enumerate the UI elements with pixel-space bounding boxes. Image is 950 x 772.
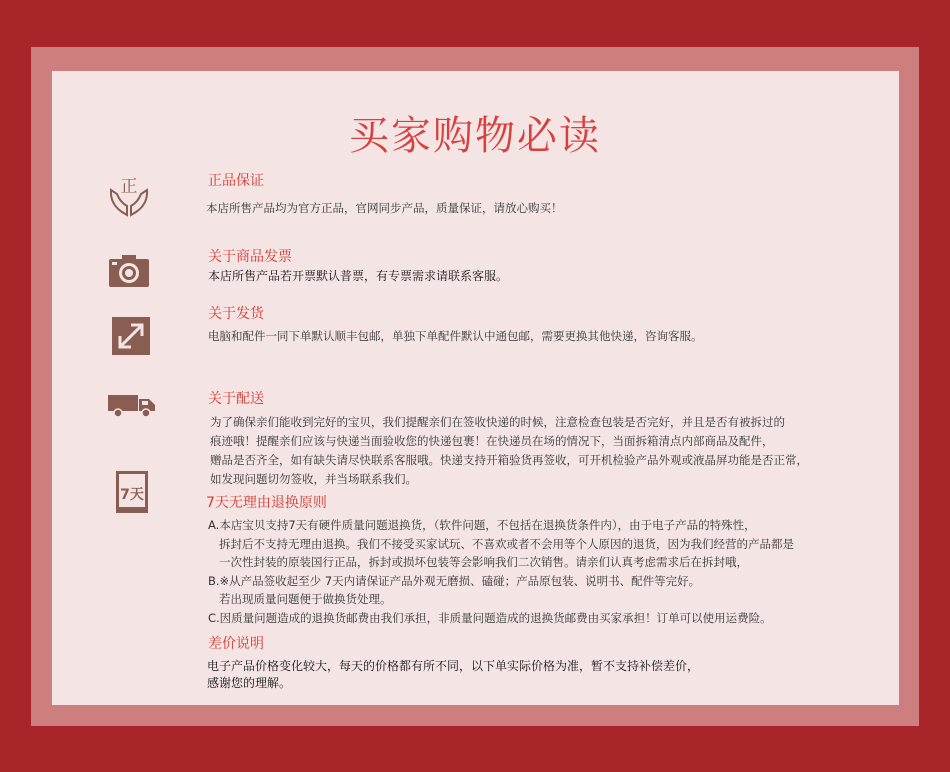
text-line: 若出现质量问题便于做换货处理。 — [208, 592, 392, 606]
section-text-price-difference — [207, 658, 699, 692]
text-line: 如发现问题切勿签收，并当场联系我们。 — [210, 472, 417, 486]
section-heading-price-difference: 差价说明 — [208, 636, 264, 652]
text-line: 赠品是否齐全，如有缺失请尽快联系客服哦。快递支持开箱验货再签收，可开机检验产品外观或液晶屏功能是否正常， — [210, 453, 808, 467]
genuine-hands-icon — [108, 172, 150, 218]
text-line: C.因质量问题造成的退换货邮费由我们承担，非质量问题造成的退换货邮费由买家承担！订单可以使用运费险。 — [208, 610, 772, 625]
section-text-shipping: 电脑和配件一同下单默认顺丰包邮，单独下单配件默认中通包邮，需要更换其他快递，咨询客服。 — [208, 329, 703, 343]
page-title: 买家购物必读 — [349, 113, 601, 159]
svg-text:正: 正 — [120, 177, 138, 197]
seven-days-icon — [116, 471, 148, 513]
text-line: A.本店宝贝支持7天有硬件质量问题退换货，（软件问题，不包括在退换货条件内），由于电子产品的特殊性， — [208, 518, 756, 532]
section-text-return-policy — [208, 516, 794, 627]
text-line: 痕迹哦！提醒亲们应该与快递当面验收您的快递包裹！在快递员在场的情况下，当面拆箱清点内部商品及配件， — [210, 434, 774, 448]
section-text-invoice: 本店所售产品若开票默认普票，有专票需求请联系客服。 — [208, 269, 509, 283]
section-heading-genuine: 正品保证 — [208, 173, 264, 189]
delivery-truck-icon — [108, 393, 156, 419]
expand-arrow-icon — [112, 317, 150, 355]
text-line: 为了确保亲们能收到完好的宝贝，我们提醒亲们在签收快递的时候，注意检查包装是否完好，并且是否有被拆过的 — [210, 415, 785, 429]
section-text-genuine: 本店所售产品均为官方正品，官网同步产品，质量保证，请放心购买！ — [206, 201, 563, 215]
text-line: 感谢您的理解。 — [207, 676, 292, 690]
svg-text:7天: 7天 — [120, 487, 144, 503]
section-heading-shipping: 关于发货 — [208, 306, 264, 322]
text-line: B.※从产品签收起至少 7天内请保证产品外观无磨损、磕碰；产品原包装、说明书、配件等完好。 — [208, 573, 701, 588]
section-heading-invoice: 关于商品发票 — [208, 249, 292, 265]
camera-icon — [108, 254, 150, 288]
section-heading-delivery: 关于配送 — [208, 391, 264, 407]
text-line: 一次性封装的原装国行正品，拆封或损坏包装等会影响我们二次销售。请亲们认真考虑需求后在拆封哦， — [208, 555, 748, 569]
section-heading-return-policy: 7天无理由退换原则 — [206, 495, 327, 511]
text-line: 拆封后不支持无理由退换。我们不接受买家试玩、不喜欢或者不会用等个人原因的退货，因为我们经营的产品都是 — [208, 536, 794, 551]
section-text-delivery — [210, 413, 808, 489]
text-line: 电子产品价格变化较大，每天的价格都有所不同，以下单实际价格为准，暂不支持补偿差价， — [207, 659, 700, 673]
